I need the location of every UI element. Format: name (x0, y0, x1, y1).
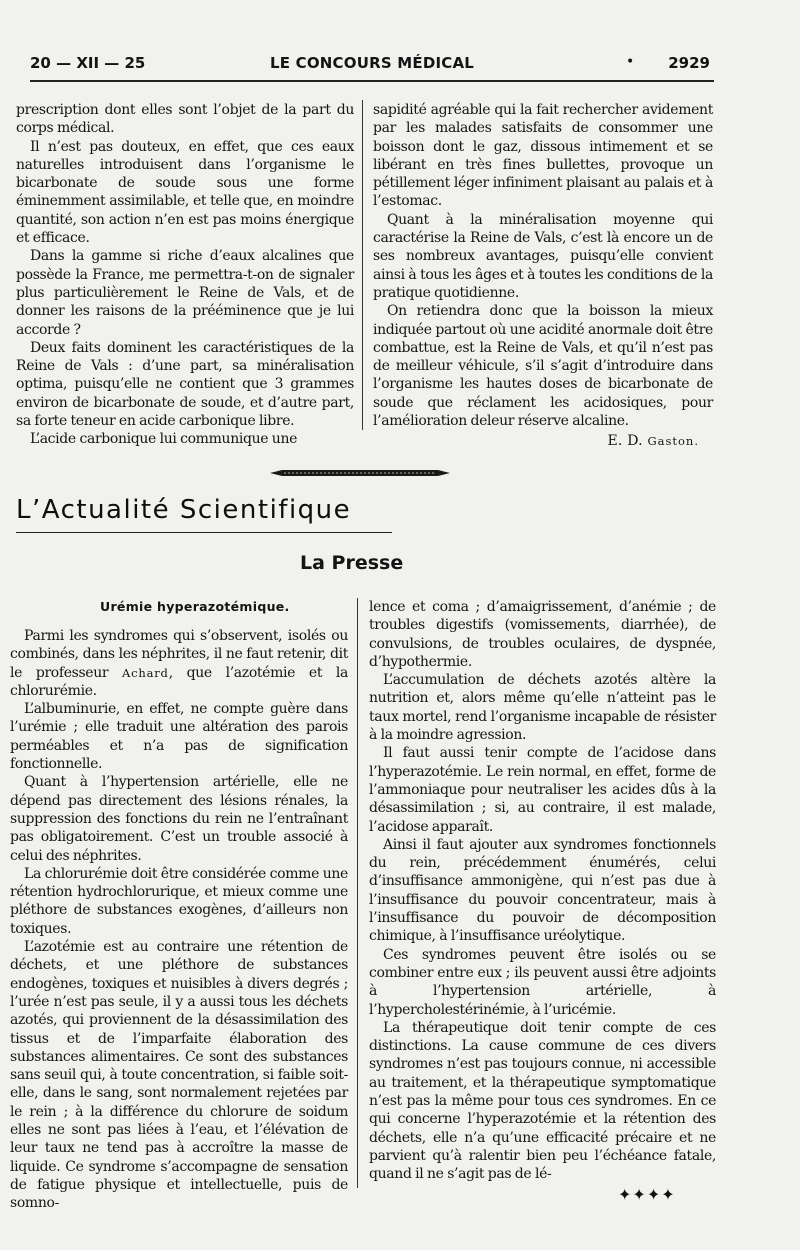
paragraph: prescription dont elles sont l’objet de la part du corps médical. (16, 102, 354, 137)
ornament-rule-icon (270, 469, 450, 477)
header-rule (30, 80, 714, 82)
page-number: 2929 (668, 54, 710, 72)
top-article-left-column (16, 101, 354, 449)
article-right-column (369, 598, 716, 1184)
paragraph: L’acide carbonique lui communique une (30, 431, 298, 448)
paragraph: Ainsi il faut ajouter aux syndromes fonctionnels du rein, précédemment énumérés, celui d’insuffisance ammonigène, qui n’est pas due à l’insuffisance du pouvoir concentrateur, mais à l’insuffisance du pouvoir de décomposition chimique, à l’insuffisance uréolytique. (369, 836, 716, 945)
paragraph: Quant à la minéralisation moyenne qui caractérise la Reine de Vals, c’est là encore un de ses nombreux avantages, puisqu’elle convient ainsi à tous les âges et à toutes les conditions de la pratique quotidienne. (373, 211, 713, 301)
paragraph (10, 627, 348, 700)
journal-title: LE CONCOURS MÉDICAL (270, 54, 475, 72)
top-article-right-column (373, 101, 713, 450)
paragraph: Dans la gamme si riche d’eaux alcalines que possède la France, me permettra-t-on de signaler plus particulièrement le Reine de Vals, et de donner les raisons de la prééminence que je lui accorde ? (16, 248, 354, 338)
paragraph: Il n’est pas douteux, en effet, que ces eaux naturelles introduisent dans l’organisme le bicarbonate de soude sous une forme éminemment assimilable, et telle que, en moindre quantité, son action n’en est pas moins énergique et efficace. (16, 138, 354, 247)
column-divider (357, 598, 358, 1188)
paragraph: La thérapeutique doit tenir compte de ces distinctions. La cause commune de ces divers syndromes n’est pas toujours connue, ni accessible au traitement, et la thérapeutique symptomatique n’est pas la même pour tous ces syndromes. En ce qui concerne l’hyperazotémie et la rétention des déchets, elle n’a qu’une efficacité précaire et ne parvient qu’à ralentir bien peu l’échéance fatale, quand il ne s’agit pas de lé- (369, 1019, 716, 1183)
paragraph: Il faut aussi tenir compte de l’acidose dans l’hyperazotémie. Le rein normal, en effet, forme de l’ammoniaque pour neutraliser les acides dûs à la désassimilation ; si, au contraire, il est malade, l’acidose apparaît. (369, 745, 716, 835)
paragraph: L’azotémie est au contraire une rétention de déchets, et une pléthore de substances endogènes, toxiques et nuisibles à divers degrés ; l’urée n’est pas seule, il y a aussi tous les déchets azotés, qui proviennent de la désassimilation des tissus et de l’imparfaite élaboration des substances alimentaires. Ce sont des substances sans seuil qui, à toute concentration, si faible soit-elle, dans le sang, sont normalement rejetées par le rein ; à la différence du chlorure de soidum elles ne sont pas liées à l’eau, et l’élévation de leur taux ne tend pas à accroître la masse de liquide. Ce syndrome s’accompagne de sensation de fatigue physique et intellectuelle, puis de somno- (10, 939, 348, 1212)
issue-date: 20 — XII — 25 (30, 54, 146, 72)
article-left-column (10, 627, 348, 1213)
section-title: L’Actualité Scientifique (16, 495, 352, 525)
header-dot: • (626, 54, 635, 70)
text: Parmi les syndromes qui s’observent, isolés ou combinés, dans les néphrites, il ne faut retenir, dit le professeur (10, 628, 348, 681)
paragraph: Deux faits dominent les caractéristiques de la Reine de Vals : d’une part, sa minéralisation optima, puisqu’elle ne contient que 3 grammes environ de bicarbonate de soude, et d’autre part, sa forte teneur en acide carbonique libre. (16, 339, 354, 430)
paragraph: L’albuminurie, en effet, ne compte guère dans l’urémie ; elle traduit une altération des parois perméables et n’a pas de signification fonctionnelle. (10, 701, 348, 773)
column-divider (362, 100, 363, 430)
author-signature (373, 432, 713, 450)
paragraph: Ces syndromes peuvent être isolés ou se combiner entre eux ; ils peuvent aussi être adjoints à l’hypertension artérielle, à l’hypercholestérinémie, à l’uricémie. (369, 946, 716, 1018)
signature-name: Gaston. (647, 434, 699, 449)
section-underline (16, 532, 392, 533)
paragraph: L’accumulation de déchets azotés altère la nutrition et, alors même qu’elle n’atteint pas le taux mortel, rend l’organisme incapable de résister à la moindre agression. (369, 672, 716, 744)
paragraph: lence et coma ; d’amaigrissement, d’anémie ; de troubles digestifs (vomissements, diarrhée), de convulsions, de troubles oculaires, de dyspnée, d’hypothermie. (369, 599, 716, 670)
article-heading: Urémie hyperazotémique. (100, 599, 290, 614)
paragraph: Quant à l’hypertension artérielle, elle ne dépend pas directement des lésions rénales, la suppression des fonctions du rein ne l’entraînant pas obligatoirement. C’est un trouble associé à celui des néphrites. (10, 774, 348, 864)
continuation-mark: ✦✦✦✦ (618, 1185, 676, 1204)
paragraph: sapidité agréable qui la fait rechercher avidement par les malades satisfaits de consommer une boisson dont le gaz, dissous intimement et se libérant en très fines bullettes, provoque un pétillement léger infiniment plaisant au palais et à l’estomac. (373, 102, 713, 210)
text: , que l’azotémie et la chlorurémie. (10, 664, 348, 699)
author-name: Achard (122, 665, 169, 680)
paragraph: La chlorurémie doit être considérée comme une rétention hydrochlorurique, et mieux comme une pléthore de substances exogènes, d’ailleurs non toxiques. (10, 865, 348, 937)
paragraph: On retiendra donc que la boisson la mieux indiquée partout où une acidité anormale doit être combattue, est la Reine de Vals, et qu’il n’est pas de meilleur véhicule, s’il s’agit d’introduire dans l’organisme les hautes doses de bicarbonate de soude que réclament les acidosiques, pour l’amélioration deleur réserve alcaline. (373, 303, 713, 430)
running-header (30, 54, 710, 76)
subsection-title: La Presse (300, 552, 404, 574)
signature-initials: E. D. (607, 433, 643, 450)
